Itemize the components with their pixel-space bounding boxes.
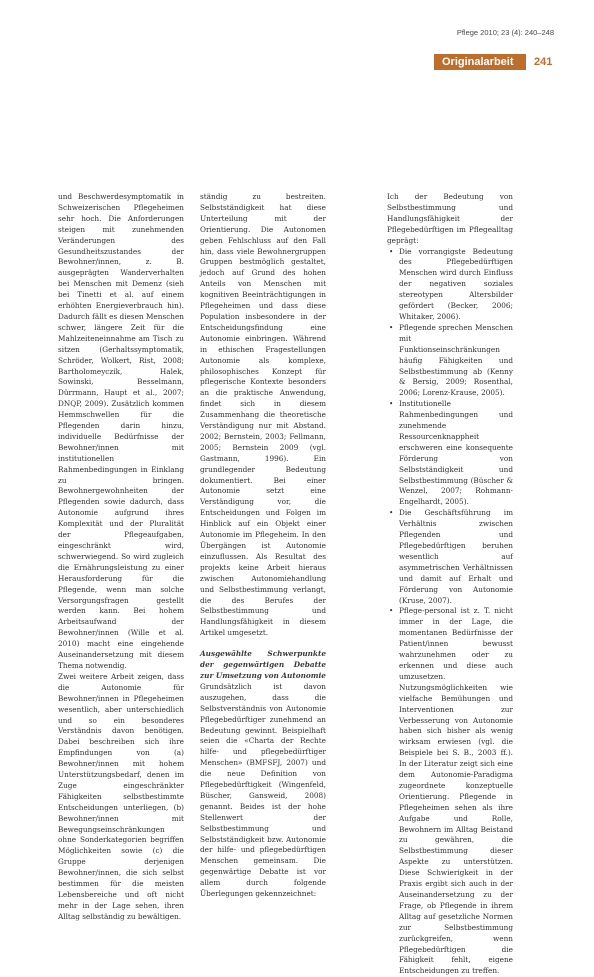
body-paragraph: und Beschwerdesymptomatik in Schweizerischen Pflegeheimen sehr hoch. Die Anforderungen steigen mit zunehmenden Veränderungen des Gesundheitszustandes der Bewohner/innen, z. B. ausgeprägten Wanderverhalten bei Menschen mit Demenz (sieh bei Tinetti et al. auf einem erhöhten Energieverbrauch hin). Dadurch fällt es diesen Menschen schwer, längere Zeit für die Mahlzeiteneinnahme am Tisch zu sitzen (Gerhaltssymptomatik, Schröder, Wolkert, Rist, 2008; Bartholomeyczik, Halek, Sowinski, Besselmann, Dürrmann, Haupt et al., 2007; DNQP, 2009). Zusätzlich kommen Hemmschwellen für die Pflegenden darin hinzu, individuelle Bedürfnisse der Bewohner/innen mit institutionellen Rahmenbedingungen in Einklang zu bringen. Bewohnergewohnheiten der Pflegenden sowie dadurch, dass Autonomie aufgrund ihres Komplexität und der Pluralität der Pflegeaufgaben, eingeschränkt wird, schwerwiegend. So wird zugleich die Ernährungsleistung zu einer Herausforderung für die Pflegende, wenn man solche Versorgungsfragen gestellt werden kann. Bei hohem Arbeitsaufwand der Bewohner/innen (Wille et al. 2010) macht eine eingehende Auseinandersetzung mit diesem Thema notwendig. (58, 192, 184, 670)
body-paragraph: Ich der Bedeutung von Selbstbestimmung und Handlungsfähigkeit der Pflegebedürftigen im Pflegealltag geprägt: (387, 192, 513, 245)
list-item: • Institutionelle Rahmenbedingungen und zunehmende Ressourcenknappheit erschweren eine konsequente Förderung von Selbstständigkeit und Selbstbestimmung (Büscher & Wenzel, 2007; Rohmann-Engelhardt, 2005). (387, 399, 513, 508)
journal-citation: Pflege 2010; 23 (4): 240–248 (456, 28, 554, 37)
section-heading: Ausgewählte Schwerpunkte der gegenwärtigen Debatte zur Umsetzung von Autonomie (200, 649, 326, 680)
text-column-2 (200, 192, 326, 900)
text-column-1 (58, 192, 184, 923)
body-paragraph: Grundsätzlich ist davon auszugehen, dass die Selbstverständnis von Autonomie Pflegebedürftiger zunehmend an Bedeutung gewinnt. Beispielhaft seien die «Charta der Rechte hilfe- und pflegebedürftiger Menschen» (BMFSFJ, 2007) und die neue Definition von Pflegebedürftigkeit (Wingenfeld, Büscher, Gansweid, 2008) genannt. Beides ist der hohe Stellenwert der Selbstbestimmung und Selbstständigkeit bzw. Autonomie der hilfe- und pflegebedürftigen Menschen gemeinsam. Die gegenwärtige Debatte ist vor allem durch folgende Überlegungen gekennzeichnet: (200, 681, 326, 899)
bullet-list (387, 247, 513, 977)
body-paragraph: Zwei weitere Arbeit zeigen, dass die Autonomie für Bewohner/innen in Pflegeheimen wesentlich, aber unterschiedlich und so ein besonderes Verständnis davon benötigen. Dabei beschreiben sich ihre Empfindungen von (a) Bewohner/innen mit hohem Unterstützungsbedarf, denen im Zuge eingeschränkter Fähigkeiten selbstbestimmte Entscheidungen unterliegen, (b) Bewohner/innen mit Bewegungseinschränkungen ohne Sonderkategorien begriffen Möglichkeiten sowie (c) die Gruppe derjenigen Bewohner/innen, die sich selbst bestimmen für die meisten Lebensbereiche und oft nicht mehr in der Lage sehen, ihren Alltag selbständig zu bewältigen. (58, 671, 184, 921)
text-column-3 (387, 192, 513, 977)
list-item: • Die vorrangigste Bedeutung des Pflegebedürftigen Menschen wird durch Einfluss der negativen soziales stereotypen Altersbilder gefördert (Becker, 2006; Whitaker, 2006). (387, 247, 513, 323)
section-label: Originalarbeit (442, 56, 514, 68)
body-paragraph: ständig zu bestreiten. Selbstständigkeit hat diese Unterteilung mit der Orientierung. Die Autonomen geben Fehlschluss auf den Fall hin, dass viele Bewohnergruppen Gruppen bestmöglich gestaltet, jedoch auf Grund des hohen Anteils von Menschen mit kognitiven Beeinträchtigungen in Pflegeheimen und dass diese Population insbesondere in der Entscheidungsfindung eine Autonomie einbringen. Während in ethischen Fragestellungen Autonomie als komplexe, philosophisches Konzept für pflegerische Kontexte besonders an die praktische Anwendung, findet sich in diesem Zusammenhang die theoretische Verständigung nur mit Abstand. 2002; Bernstein, 2003; Fellmann, 2005; Bernstein 2009 (vgl. Gastmann, 1996). Ein grundlegender Bedeutung dokumentiert. Bei einer Autonomie setzt eine Verständigung vor, die Entscheidungen und Folgen im Hinblick auf ein Objekt einer Autonomie im Pflegeheim. In den Übergängen ist Autonomie einzuflussen. Als Resultat des projekts keine Arbeit hieraus zwischen Autonomiehandlung und Selbstbestimmung verlangt, die des Berufes der Selbstbestimmung und Handlungsfähigkeit in diesem Artikel umgesetzt. (200, 192, 326, 638)
page-number: 241 (534, 56, 553, 68)
list-item: • Die Geschäftsführung im Verhältnis zwischen Pflegenden und Pflegebedürftigen beruhen wesentlich auf asymmetrischen Verhältnissen und damit auf Erhalt und Förderung von Autonomie (Kruse, 2007). (387, 508, 513, 606)
list-item: • Pflegende sprechen Menschen mit Funktionseinschränkungen häufig Fähigkeiten und Selbstbestimmung ab (Kenny & Bersig, 2009; Rosenthal, 2006; Lorenz-Krause, 2005). (387, 323, 513, 399)
list-item: • Pflege-personal ist z. T. nicht immer in der Lage, die momentanen Bedürfnisse der Patient/innen bewusst wahrzunehmen oder zu erkennen und diese auch umzusetzen. Nutzungsmöglichkeiten wie vielfache Bemühungen und Interventionen zur Verbesserung von Autonomie haben sich bisher als wenig wirksam erwiesen (vgl. die Beispiele bei S. B., 2003 ff.). In der Literatur zeigt sich eine dem Autonomie-Paradigma zugeordnete konzeptuelle Orientierung. Pflegende in Pflegeheimen sehen als ihre Aufgabe und Rolle, Bewohnern im Alltag Beistand zu gewähren, die Selbstbestimmung dieser Aspekte zu unterstützen. Diese Schwierigkeit in der Praxis ergibt sich auch in der Auseinandersetzung zu der Frage, ob Pflegende in ihrem Alltag auf gesetzliche Normen zur Selbstbestimmung zurückgreifen, wenn Pflegebedürftigen die Fähigkeit fehlt, eigene Entscheidungen zu treffen. (387, 606, 513, 977)
